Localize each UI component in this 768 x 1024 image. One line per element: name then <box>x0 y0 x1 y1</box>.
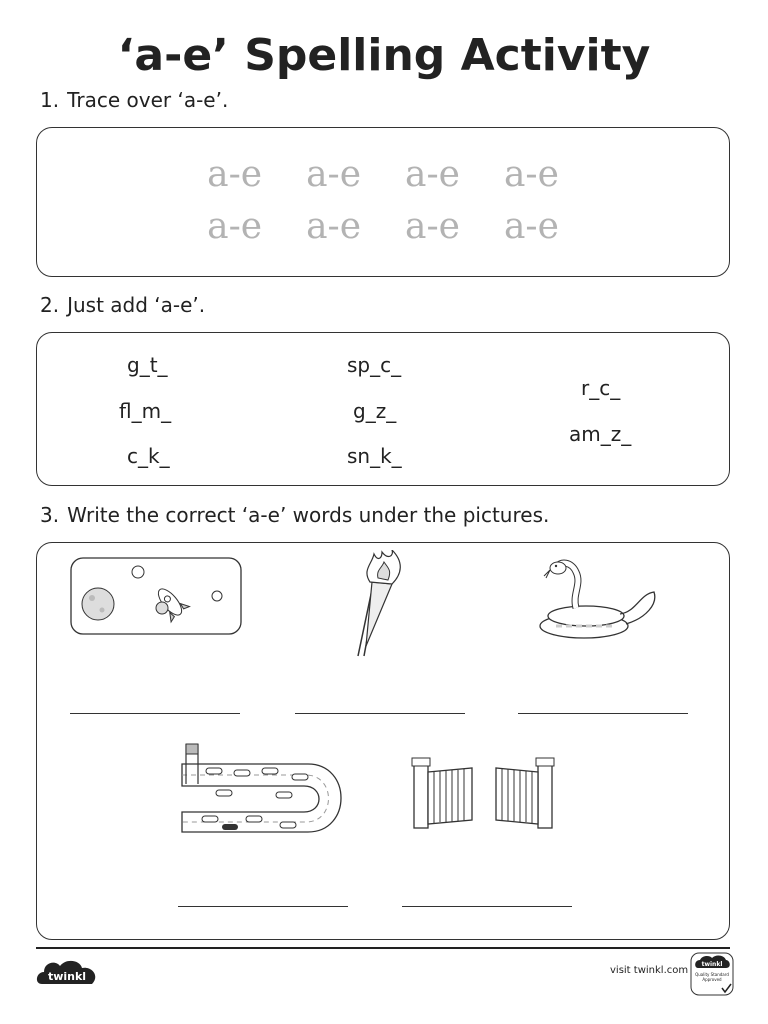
question-1 <box>40 88 228 112</box>
word-cake: c_k_ <box>127 444 170 468</box>
trace-item: a-e <box>405 154 460 195</box>
trace-item: a-e <box>503 206 559 247</box>
flame-picture <box>352 550 416 660</box>
trace-item: a-e <box>207 206 263 247</box>
word-flame: fl_m_ <box>119 399 172 423</box>
quality-badge <box>690 952 734 996</box>
trace-item: a-e <box>306 154 361 195</box>
footer-divider <box>36 947 730 949</box>
question-2-number: 2. <box>40 293 60 317</box>
question-2 <box>40 293 205 317</box>
question-3 <box>40 503 549 527</box>
answer-line-space[interactable] <box>70 713 240 714</box>
question-1-text: Trace over ‘a-e’. <box>67 88 229 112</box>
snake-picture <box>536 554 660 642</box>
word-race: r_c_ <box>581 376 621 400</box>
word-gaze: g_z_ <box>353 399 397 423</box>
badge-title: twinkl <box>701 961 723 968</box>
logo-text: twinkl <box>47 970 87 983</box>
twinkl-logo[interactable] <box>36 958 98 986</box>
question-1-number: 1. <box>40 88 60 112</box>
word-gate: g_t_ <box>127 353 168 377</box>
question-2-text: Just add ‘a-e’. <box>67 293 206 317</box>
visit-link[interactable]: visit twinkl.com <box>610 965 689 976</box>
space-picture <box>70 556 242 638</box>
trace-item: a-e <box>207 154 263 195</box>
words-box <box>36 332 730 486</box>
trace-row-2 <box>37 206 729 247</box>
question-3-text: Write the correct ‘a-e’ words under the pictures. <box>67 503 550 527</box>
question-3-number: 3. <box>40 503 60 527</box>
trace-item: a-e <box>405 206 460 247</box>
gate-picture <box>410 756 558 832</box>
answer-line-snake[interactable] <box>518 713 688 714</box>
answer-line-flame[interactable] <box>295 713 465 714</box>
word-amaze: am_z_ <box>569 422 632 446</box>
trace-item: a-e <box>503 154 559 195</box>
race-picture <box>176 740 344 840</box>
word-snake: sn_k_ <box>347 444 402 468</box>
answer-line-gate[interactable] <box>402 906 572 907</box>
badge-subtitle: Quality Standard Approved <box>695 972 729 982</box>
word-space: sp_c_ <box>347 353 402 377</box>
trace-box <box>36 127 730 277</box>
answer-line-race[interactable] <box>178 906 348 907</box>
trace-row-1 <box>37 154 729 195</box>
trace-item: a-e <box>306 206 361 247</box>
page-title: ‘a-e’ Spelling Activity <box>117 30 651 81</box>
